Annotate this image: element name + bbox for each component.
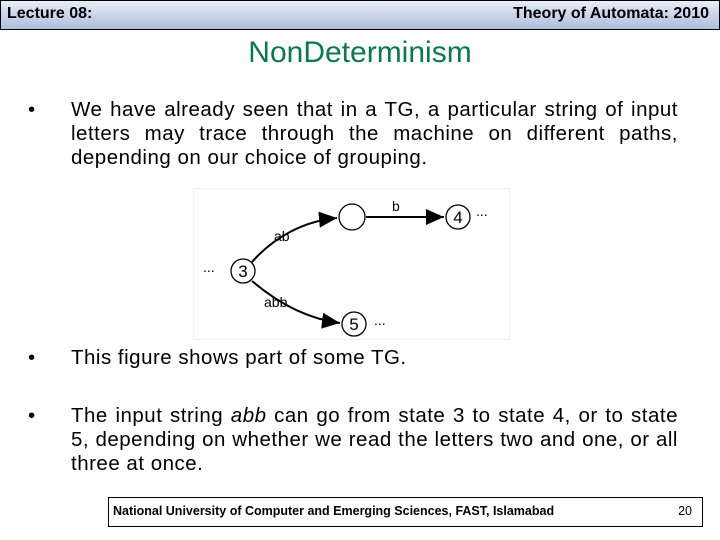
tg-diagram (194, 189, 509, 339)
bullet-text-3-pre: The input string (71, 404, 231, 427)
input-string-emphasis: abb (230, 404, 267, 427)
bullet-item-2 (28, 346, 678, 370)
state-5-label: 5 (349, 315, 359, 334)
ellipsis-incoming: ... (203, 259, 215, 275)
edge-abb-label: abb (264, 294, 288, 310)
bullet-text-3-post: can go from state 3 to state 4, or to state 5, depending on whether we read the letters two and one, or all three at once. (71, 404, 678, 475)
course-label: Theory of Automata: 2010 (513, 5, 709, 22)
slide-footer (108, 497, 703, 527)
state-3-label: 3 (238, 262, 248, 281)
intermediate-state-circle (339, 204, 365, 230)
bullet-marker: • (28, 98, 36, 121)
edge-ab (252, 218, 337, 262)
state-4-label: 4 (453, 208, 463, 227)
edge-ab-label: ab (274, 228, 290, 244)
bullet-item-3 (28, 404, 678, 476)
edge-b-label: b (392, 198, 400, 214)
ellipsis-after-4: ... (476, 203, 488, 219)
slide-header (0, 0, 720, 30)
tg-figure (193, 188, 510, 340)
bullet-marker: • (28, 346, 36, 369)
lecture-label: Lecture 08: (7, 5, 93, 22)
bullet-marker: • (28, 404, 36, 427)
bullet-text-1: We have already seen that in a TG, a particular string of input letters may trace through the machine on different paths, depending on our choice of grouping. (71, 98, 678, 169)
institution-name: National University of Computer and Emerging Sciences, FAST, Islamabad (113, 504, 555, 518)
bullet-text-2: This figure shows part of some TG. (71, 346, 407, 369)
page-number: 20 (678, 504, 692, 518)
bullet-item-1 (28, 98, 678, 170)
bullet-text-3 (71, 404, 678, 476)
ellipsis-after-5: ... (374, 312, 386, 328)
slide-title: NonDeterminism (248, 36, 472, 69)
